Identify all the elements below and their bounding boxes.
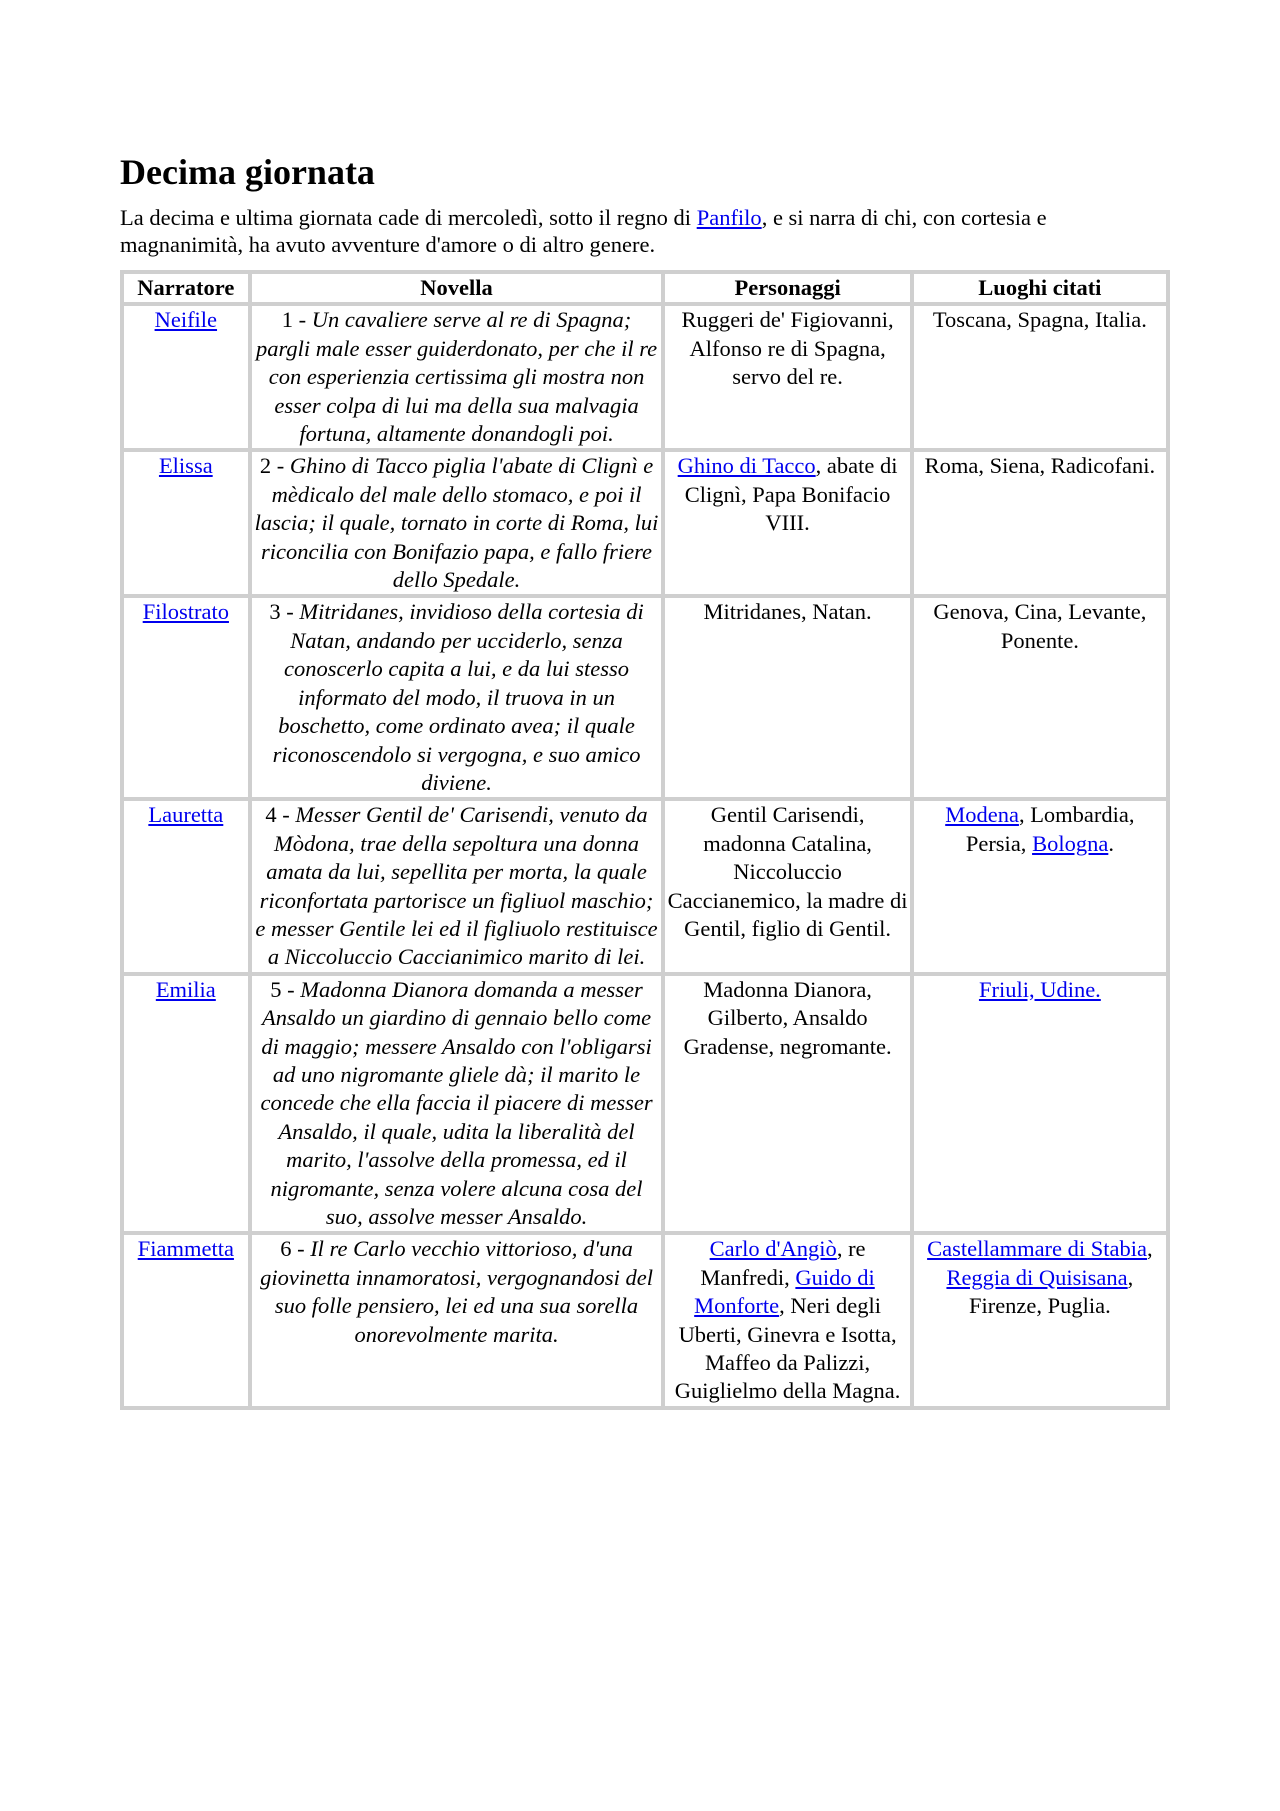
narrator-cell — [122, 450, 250, 596]
novella-number: 4 - — [265, 802, 296, 828]
personaggi-cell — [663, 450, 911, 596]
novella-cell — [250, 974, 664, 1234]
narrator-cell — [122, 974, 250, 1234]
novella-number: 2 - — [259, 453, 290, 479]
table-row — [122, 974, 1168, 1234]
narrator-link-filostrato[interactable]: Filostrato — [142, 599, 229, 625]
narrator-link-lauretta[interactable]: Lauretta — [148, 802, 224, 828]
novella-title: Mitridanes, invidioso della cortesia di Natan, andando per ucciderlo, senza conoscerlo capita a lui, e da lui stesso informato del modo, il truova in un boschetto, come ordinato avea; il quale riconoscendolo si vergogna, e suo amico diviene. — [272, 599, 644, 795]
personaggi-cell: Madonna Dianora, Gilberto, Ansaldo Gradense, negromante. — [663, 974, 911, 1234]
castellammare-link[interactable]: Castellammare di Stabia — [927, 1236, 1148, 1262]
narrator-cell — [122, 304, 250, 450]
table-row — [122, 799, 1168, 973]
luoghi-cell: Roma, Siena, Radicofani. — [912, 450, 1168, 596]
intro-text-end: , e si narra di chi, con cortesia e magnanimità, ha avuto avventure d'amore o di altro genere. — [120, 205, 1047, 257]
intro-paragraph — [120, 204, 1120, 258]
bologna-link[interactable]: Bologna — [1032, 830, 1109, 856]
table-row — [122, 450, 1168, 596]
table-row — [122, 1233, 1168, 1407]
narrator-link-fiammetta[interactable]: Fiammetta — [137, 1236, 234, 1262]
narrator-cell — [122, 799, 250, 973]
carlo-dangio-link[interactable]: Carlo d'Angiò — [709, 1236, 837, 1262]
luoghi-cell: Genova, Cina, Levante, Ponente. — [912, 596, 1168, 799]
panfilo-link[interactable]: Panfilo — [696, 205, 762, 230]
narrator-link-emilia[interactable]: Emilia — [155, 976, 216, 1002]
novella-title: Un cavaliere serve al re di Spagna; pargli male esser guiderdonato, per che il re con esperienzia certissima gli mostra non esser colpa di lui ma della sua malvagia fortuna, altamente donandogli poi. — [255, 307, 658, 447]
ghino-di-tacco-link[interactable]: Ghino di Tacco — [677, 453, 816, 479]
header-narratore: Narratore — [122, 272, 250, 304]
personaggi-cell: Mitridanes, Natan. — [663, 596, 911, 799]
header-luoghi: Luoghi citati — [912, 272, 1168, 304]
luoghi-end: . — [1108, 830, 1114, 856]
luoghi-cell — [912, 1233, 1168, 1407]
intro-text-start: La decima e ultima giornata cade di mercoledì, sotto il regno di — [120, 205, 697, 230]
header-novella: Novella — [250, 272, 664, 304]
luoghi-cell: Toscana, Spagna, Italia. — [912, 304, 1168, 450]
novella-title: Ghino di Tacco piglia l'abate di Clignì e mèdicalo del male dello stomaco, e poi il lascia; il quale, tornato in corte di Roma, lui riconcilia con Bonifazio papa, e fallo friere dello Spedale. — [254, 453, 659, 593]
luoghi-text: , Lombardia, Persia, — [965, 802, 1135, 856]
narrator-cell — [122, 1233, 250, 1407]
narrator-cell — [122, 596, 250, 799]
personaggi-cell: Ruggeri de' Figiovanni, Alfonso re di Spagna, servo del re. — [663, 304, 911, 450]
novella-number: 3 - — [269, 599, 300, 625]
document-page — [120, 150, 1170, 1410]
novella-cell — [250, 304, 664, 450]
friuli-udine-link[interactable]: Friuli, Udine. — [978, 976, 1101, 1002]
personaggi-text: , abate di Clignì, Papa Bonifacio VIII. — [684, 453, 898, 536]
novella-cell — [250, 596, 664, 799]
luoghi-text: , Firenze, Puglia. — [968, 1264, 1134, 1319]
table-row — [122, 596, 1168, 799]
narrator-link-elissa[interactable]: Elissa — [158, 453, 213, 479]
luoghi-cell — [912, 799, 1168, 973]
page-title: Decima giornata — [120, 152, 375, 192]
guido-di-monforte-link[interactable]: Guido di Monforte — [694, 1264, 875, 1319]
personaggi-text: , re Manfredi, — [700, 1236, 866, 1290]
personaggi-cell — [663, 1233, 911, 1407]
novella-cell — [250, 1233, 664, 1407]
novella-number: 5 - — [270, 976, 301, 1002]
personaggi-text-rest: , Neri degli Uberti, Ginevra e Isotta, Maffeo da Palizzi, Guiglielmo della Magna. — [674, 1293, 901, 1404]
novella-cell — [250, 450, 664, 596]
table-row — [122, 304, 1168, 450]
modena-link[interactable]: Modena — [945, 802, 1019, 828]
novella-number: 6 - — [280, 1236, 311, 1262]
novella-number: 1 - — [281, 307, 312, 333]
personaggi-cell: Gentil Carisendi, madonna Catalina, Niccoluccio Caccianemico, la madre di Gentil, figlio di Gentil. — [663, 799, 911, 973]
luoghi-cell — [912, 974, 1168, 1234]
luoghi-separator: , — [1147, 1236, 1153, 1262]
header-personaggi: Personaggi — [663, 272, 911, 304]
novella-title: Il re Carlo vecchio vittorioso, d'una giovinetta innamoratosi, vergognandosi del suo folle pensiero, lei ed una sua sorella onorevolmente marita. — [260, 1236, 653, 1347]
novella-title: Madonna Dianora domanda a messer Ansaldo un giardino di gennaio bello come di maggio; messere Ansaldo con l'obligarsi ad uno nigromante gliele dà; il marito le concede che ella faccia il piacere di messer Ansaldo, il quale, udita la liberalità del marito, l'assolve della promessa, ed il nigromante, senza volere alcuna cosa del suo, assolve messer Ansaldo. — [260, 976, 653, 1229]
novella-cell — [250, 799, 664, 973]
table-header-row — [122, 272, 1168, 304]
narrator-link-neifile[interactable]: Neifile — [154, 307, 218, 333]
novella-title: Messer Gentil de' Carisendi, venuto da Mòdona, trae della sepoltura una donna amata da lui, sepellita per morta, la quale riconfortata partorisce un figliuol maschio; e messer Gentile lei ed il figliuolo restituisce a Niccoluccio Caccianimico marito di lei. — [255, 802, 658, 970]
novelle-table — [120, 270, 1170, 1410]
reggia-quisisana-link[interactable]: Reggia di Quisisana — [946, 1264, 1128, 1290]
